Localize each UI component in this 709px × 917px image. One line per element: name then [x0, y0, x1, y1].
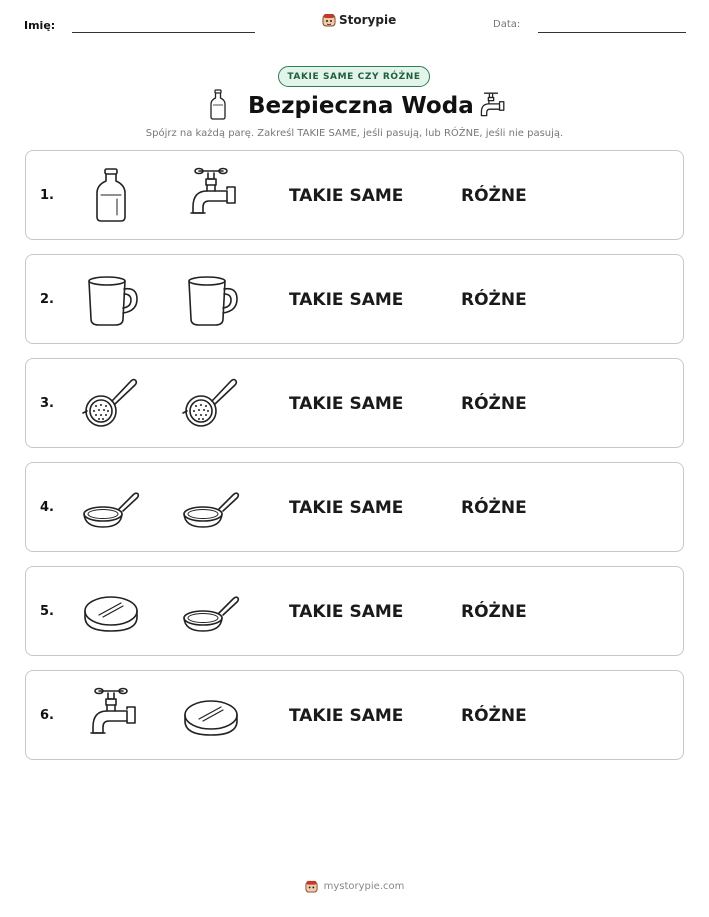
- option-different[interactable]: RÓŻNE: [461, 602, 527, 622]
- option-different[interactable]: RÓŻNE: [461, 290, 527, 310]
- bottle-icon: [81, 165, 141, 225]
- date-label: Data:: [493, 19, 521, 30]
- instructions: Spójrz na każdą parę. Zakreśl TAKIE SAME, jeśli pasują, lub RÓŻNE, jeśli nie pasują.: [145, 128, 564, 139]
- strainer-icon: [181, 373, 241, 433]
- row-number: 1.: [40, 188, 54, 203]
- row-number: 5.: [40, 604, 54, 619]
- option-different[interactable]: RÓŻNE: [461, 706, 527, 726]
- option-different[interactable]: RÓŻNE: [461, 394, 527, 414]
- row-number: 2.: [40, 292, 54, 307]
- name-label: Imię:: [24, 19, 56, 32]
- option-same[interactable]: TAKIE SAME: [289, 602, 404, 622]
- option-same[interactable]: TAKIE SAME: [289, 498, 404, 518]
- brand-name: Storypie: [339, 13, 397, 27]
- option-different[interactable]: RÓŻNE: [461, 186, 527, 206]
- row-number: 4.: [40, 500, 54, 515]
- lid-icon: [81, 581, 141, 641]
- exercise-row: [25, 670, 684, 760]
- row-number: 6.: [40, 708, 54, 723]
- bottle-icon: [208, 89, 228, 121]
- faucet-icon: [475, 90, 507, 122]
- mug-icon: [181, 269, 241, 329]
- option-same[interactable]: TAKIE SAME: [289, 394, 404, 414]
- mug-icon: [81, 269, 141, 329]
- lid-icon: [181, 685, 241, 745]
- option-same[interactable]: TAKIE SAME: [289, 186, 404, 206]
- storypie-mascot-icon: [322, 13, 336, 27]
- date-input-line[interactable]: [538, 32, 686, 33]
- option-same[interactable]: TAKIE SAME: [289, 706, 404, 726]
- faucet-icon: [81, 685, 141, 745]
- pan-icon: [181, 477, 241, 537]
- exercise-row: [25, 150, 684, 240]
- pan-icon: [181, 581, 241, 641]
- page-title: Bezpieczna Woda: [248, 93, 474, 119]
- strainer-icon: [81, 373, 141, 433]
- exercise-row: [25, 358, 684, 448]
- row-number: 3.: [40, 396, 54, 411]
- brand-logo: [322, 13, 396, 27]
- name-input-line[interactable]: [72, 32, 255, 33]
- footer-url: mystorypie.com: [323, 881, 405, 892]
- category-badge: TAKIE SAME CZY RÓŻNE: [278, 66, 430, 87]
- option-different[interactable]: RÓŻNE: [461, 498, 527, 518]
- footer: [0, 880, 709, 893]
- exercise-row: [25, 462, 684, 552]
- storypie-mascot-icon: [305, 880, 318, 893]
- option-same[interactable]: TAKIE SAME: [289, 290, 404, 310]
- pan-icon: [81, 477, 141, 537]
- exercise-row: [25, 254, 684, 344]
- exercise-row: [25, 566, 684, 656]
- faucet-icon: [181, 165, 241, 225]
